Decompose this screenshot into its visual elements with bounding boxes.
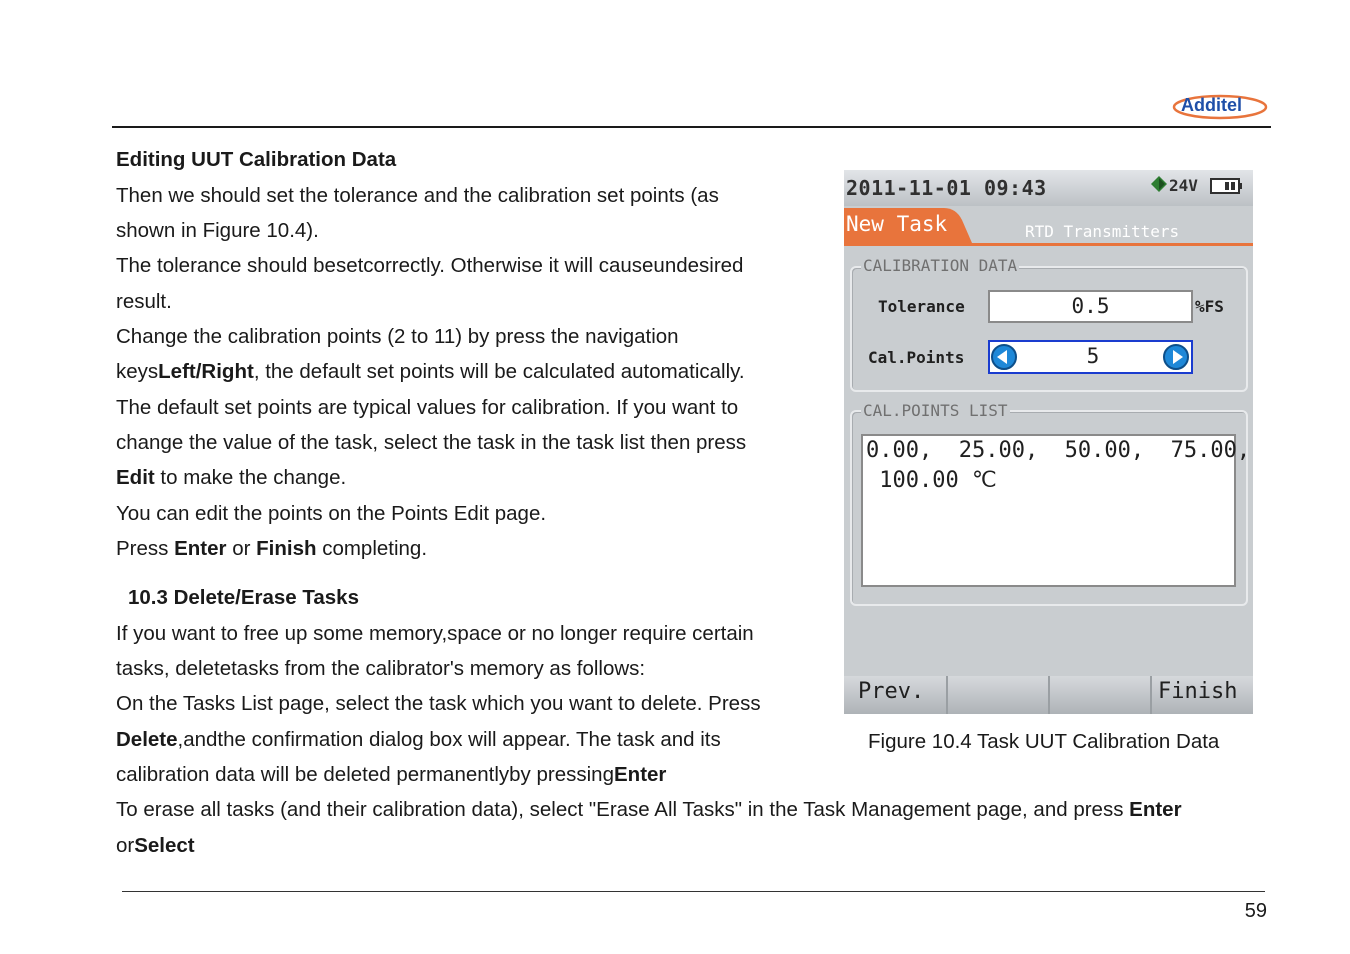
paragraph-line: The tolerance should besetcorrectly. Otherwise it will causeundesired [116,254,744,277]
paragraph-line: change the value of the task, select the task in the task list then press [116,431,747,454]
arrow-right-icon[interactable] [1162,343,1190,371]
key-name-select: Select [134,834,195,857]
figure-caption: Figure 10.4 Task UUT Calibration Data [868,730,1220,753]
task-type-label: RTD Transmitters [1025,222,1180,241]
cal-points-list-text [866,436,1250,496]
cal-points-label: Cal.Points [868,348,965,367]
tolerance-label: Tolerance [878,297,965,316]
text-run: , the default set points will be calculated automatically. [253,360,745,383]
softkey-finish-label[interactable]: Finish [1158,679,1238,704]
tab-underline [844,243,1253,246]
cal-points-value: 5 [1086,344,1100,368]
key-name-enter: Enter [1129,798,1182,821]
section-heading-delete: 10.3 Delete/Erase Tasks [128,586,359,609]
text-run: keys [116,360,159,383]
tolerance-value: 0.5 [1071,294,1110,318]
key-name-delete: Delete [116,728,178,751]
calibration-data-title: CALIBRATION DATA [863,256,1018,275]
text-run: to make the change. [154,466,347,489]
tolerance-unit: %FS [1195,297,1224,316]
paragraph-line [116,798,1182,822]
points-line: 100.00 ℃ [879,468,997,493]
softkey-blank-2[interactable] [948,676,1050,714]
status-voltage: 24V [1169,176,1198,195]
text-run: calibration data will be deleted permanentlyby pressing [116,763,614,786]
text-run: Press [116,537,175,560]
paragraph-line [116,466,346,490]
arrow-left-icon[interactable] [990,343,1018,371]
text-run: or [226,537,257,560]
page-number: 59 [1244,900,1267,922]
additel-logo [1172,88,1270,124]
key-name-edit: Edit [116,466,155,489]
key-name-finish: Finish [256,537,317,560]
text-run: completing. [316,537,428,560]
logo-text: Additel [1181,95,1242,115]
paragraph-line: shown in Figure 10.4). [116,219,319,242]
paragraph-line: result. [116,290,172,313]
paragraph-line: On the Tasks List page, select the task which you want to delete. Press [116,692,761,715]
paragraph-line: If you want to free up some memory,space or no longer require certain [116,622,754,645]
text-run: ,andthe confirmation dialog box will appear. The task and its [177,728,721,751]
key-name-left-right: Left/Right [158,360,254,383]
points-line: 0.00, 25.00, 50.00, 75.00, [866,438,1251,463]
paragraph-line [116,763,666,787]
softkey-prev-label: Prev. [858,679,925,704]
paragraph-line [116,360,745,384]
paragraph-line: Change the calibration points (2 to 11) by press the navigation [116,325,679,348]
key-name-enter: Enter [174,537,227,560]
footer-rule [122,891,1265,892]
paragraph-line: tasks, deletetasks from the calibrator's memory as follows: [116,657,646,680]
paragraph-line: Then we should set the tolerance and the calibration set points (as [116,184,719,207]
power-diamond-icon [1151,176,1167,192]
cal-points-list-title: CAL.POINTS LIST [863,401,1008,420]
key-name-enter: Enter [614,763,667,786]
softkey-blank-3[interactable] [1050,676,1152,714]
paragraph-line: You can edit the points on the Points Edit page. [116,502,547,525]
tab-new-task-label: New Task [846,212,948,236]
paragraph-line [116,537,427,561]
figure-device-screen [844,170,1253,714]
section-heading-editing: Editing UUT Calibration Data [116,148,397,171]
text-run: or [116,834,135,857]
header-rule [112,126,1271,128]
paragraph-line: The default set points are typical values for calibration. If you want to [116,396,739,419]
paragraph-line [116,834,195,858]
text-run: To erase all tasks (and their calibration data), select "Erase All Tasks" in the Task Management page, and press [116,798,1130,821]
status-time: 2011-11-01 09:43 [846,176,1047,200]
battery-icon [1210,178,1242,194]
paragraph-line [116,728,721,752]
